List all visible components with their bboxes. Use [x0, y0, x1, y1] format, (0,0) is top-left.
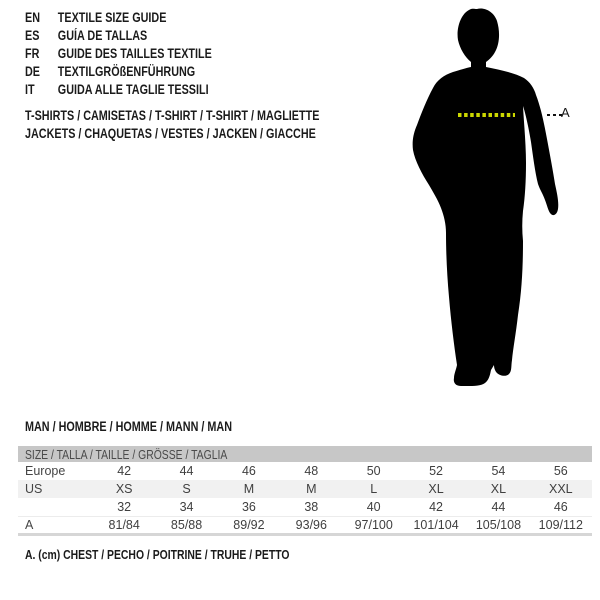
size-value: XL: [490, 482, 507, 496]
size-value: XXL: [548, 482, 573, 496]
size-value: 93/96: [295, 518, 327, 532]
table-bottom-divider: [18, 533, 592, 536]
size-value: 101/104: [413, 518, 459, 532]
language-label: GUÍA DE TALLAS: [57, 27, 148, 43]
language-label: GUIDE DES TAILLES TEXTILE: [57, 45, 212, 61]
table-row: [18, 498, 592, 516]
row-label: US: [25, 482, 43, 496]
size-value: 56: [553, 464, 568, 478]
table-row: [18, 516, 592, 533]
size-value: 46: [553, 500, 568, 514]
language-code: IT: [25, 81, 35, 97]
size-value: 105/108: [475, 518, 522, 532]
language-row: [25, 44, 212, 62]
language-code: DE: [25, 63, 41, 79]
size-value: 109/112: [538, 518, 583, 532]
size-value: XS: [115, 482, 133, 496]
size-value: 44: [491, 500, 506, 514]
size-value: 52: [429, 464, 444, 478]
category-line-tshirts: T-SHIRTS / CAMISETAS / T-SHIRT / T-SHIRT / MAGLIETTE: [25, 108, 320, 123]
size-value: 46: [241, 464, 256, 478]
language-list: [25, 8, 259, 98]
size-value: 85/88: [170, 518, 203, 532]
size-value: 32: [117, 500, 132, 514]
man-silhouette: [402, 3, 582, 395]
measurement-label-a: A: [561, 105, 570, 120]
language-label: GUIDA ALLE TAGLIE TESSILI: [57, 81, 209, 97]
row-label: A: [25, 518, 34, 532]
size-value: XL: [428, 482, 444, 496]
size-table: [18, 446, 592, 536]
size-value: 54: [491, 464, 506, 478]
table-row: [18, 480, 592, 498]
man-silhouette-figure: [402, 3, 582, 395]
man-silhouette-shape: [413, 9, 559, 386]
language-code: FR: [25, 45, 40, 61]
size-value: 44: [179, 464, 194, 478]
size-value: 42: [429, 500, 444, 514]
size-value: M: [306, 482, 317, 496]
size-value: 42: [117, 464, 132, 478]
size-value: 36: [241, 500, 256, 514]
size-value: 81/84: [108, 518, 140, 532]
language-label: TEXTILGRÖßENFÜHRUNG: [57, 63, 196, 79]
row-label: Europe: [25, 464, 66, 478]
language-code: ES: [25, 27, 40, 43]
section-title-man: MAN / HOMBRE / HOMME / MANN / MAN: [25, 419, 232, 434]
size-value: 40: [366, 500, 381, 514]
language-row: [25, 80, 212, 98]
footnote-chest: A. (cm) CHEST / PECHO / POITRINE / TRUHE / PETTO: [25, 547, 290, 562]
size-value: S: [182, 482, 191, 496]
size-value: L: [370, 482, 378, 496]
language-row: [25, 62, 212, 80]
size-table-header: SIZE / TALLA / TAILLE / GRÖSSE / TAGLIA: [18, 446, 592, 462]
language-row: [25, 26, 212, 44]
size-value: 50: [366, 464, 381, 478]
size-value: 97/100: [354, 518, 393, 532]
language-code: EN: [25, 9, 41, 25]
size-value: M: [243, 482, 255, 496]
size-table-body: [18, 462, 592, 533]
language-row: [25, 8, 212, 26]
size-value: 38: [304, 500, 319, 514]
language-label: TEXTILE SIZE GUIDE: [57, 9, 167, 25]
size-value: 89/92: [233, 518, 265, 532]
category-line-jackets: JACKETS / CHAQUETAS / VESTES / JACKEN / GIACCHE: [25, 126, 316, 141]
table-row: [18, 462, 592, 480]
category-block: [25, 107, 393, 143]
size-value: 34: [179, 500, 194, 514]
size-value: 48: [304, 464, 319, 478]
